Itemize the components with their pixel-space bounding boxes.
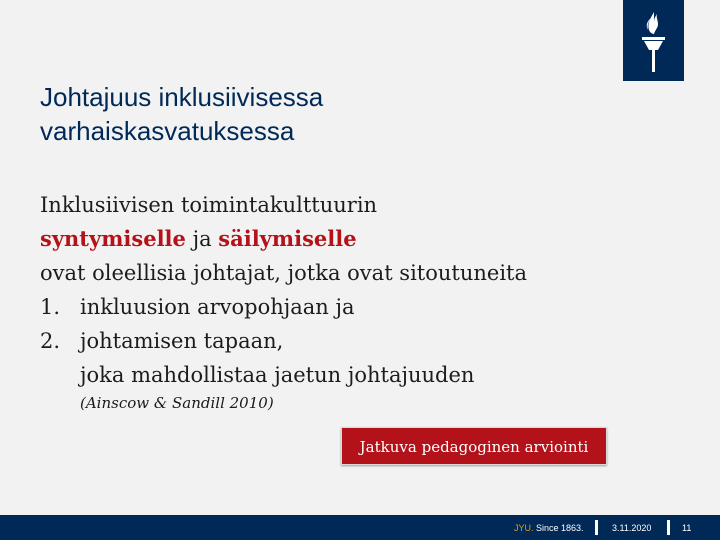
list-item-2-text: johtamisen tapaan, xyxy=(80,329,284,353)
footer-divider-2 xyxy=(667,520,670,535)
university-logo xyxy=(623,0,684,81)
footer-bar xyxy=(0,515,720,540)
list-item-2-continuation: joka mahdollistaa jaetun johtajuuden xyxy=(80,363,475,387)
citation: (Ainscow & Sandill 2010) xyxy=(80,394,274,412)
title-line-1: Johtajuus inklusiivisessa xyxy=(40,82,324,112)
emphasis-sailymiselle: säilymiselle xyxy=(218,226,357,251)
body-text xyxy=(40,188,640,392)
list-item-2 xyxy=(40,324,640,358)
footer-organization xyxy=(514,523,584,533)
footer-divider-1 xyxy=(595,520,598,535)
footer-jyu: JYU. xyxy=(514,523,534,533)
body-line-1: Inklusiivisen toimintakulttuurin xyxy=(40,193,378,217)
footer-since: Since 1863. xyxy=(533,523,584,533)
footer-date: 3.11.2020 xyxy=(612,523,652,533)
list-item-2-number: 2. xyxy=(40,329,61,353)
page-title xyxy=(40,80,600,148)
torch-icon xyxy=(623,0,684,81)
list-item-1-number: 1. xyxy=(40,295,61,319)
continuous-assessment-link-button[interactable]: Jatkuva pedagoginen arviointi xyxy=(341,427,607,465)
title-line-2: varhaiskasvatuksessa xyxy=(40,116,295,146)
list-item-1-text: inkluusion arvopohjaan ja xyxy=(80,295,355,319)
body-line-2 xyxy=(40,222,640,256)
body-line-3: ovat oleellisia johtajat, jotka ovat sitoutuneita xyxy=(40,261,527,285)
footer-page-number: 11 xyxy=(682,523,692,533)
body-line-2-connector: ja xyxy=(185,227,219,251)
list-item-1 xyxy=(40,290,640,324)
emphasis-syntymiselle: syntymiselle xyxy=(40,226,186,251)
